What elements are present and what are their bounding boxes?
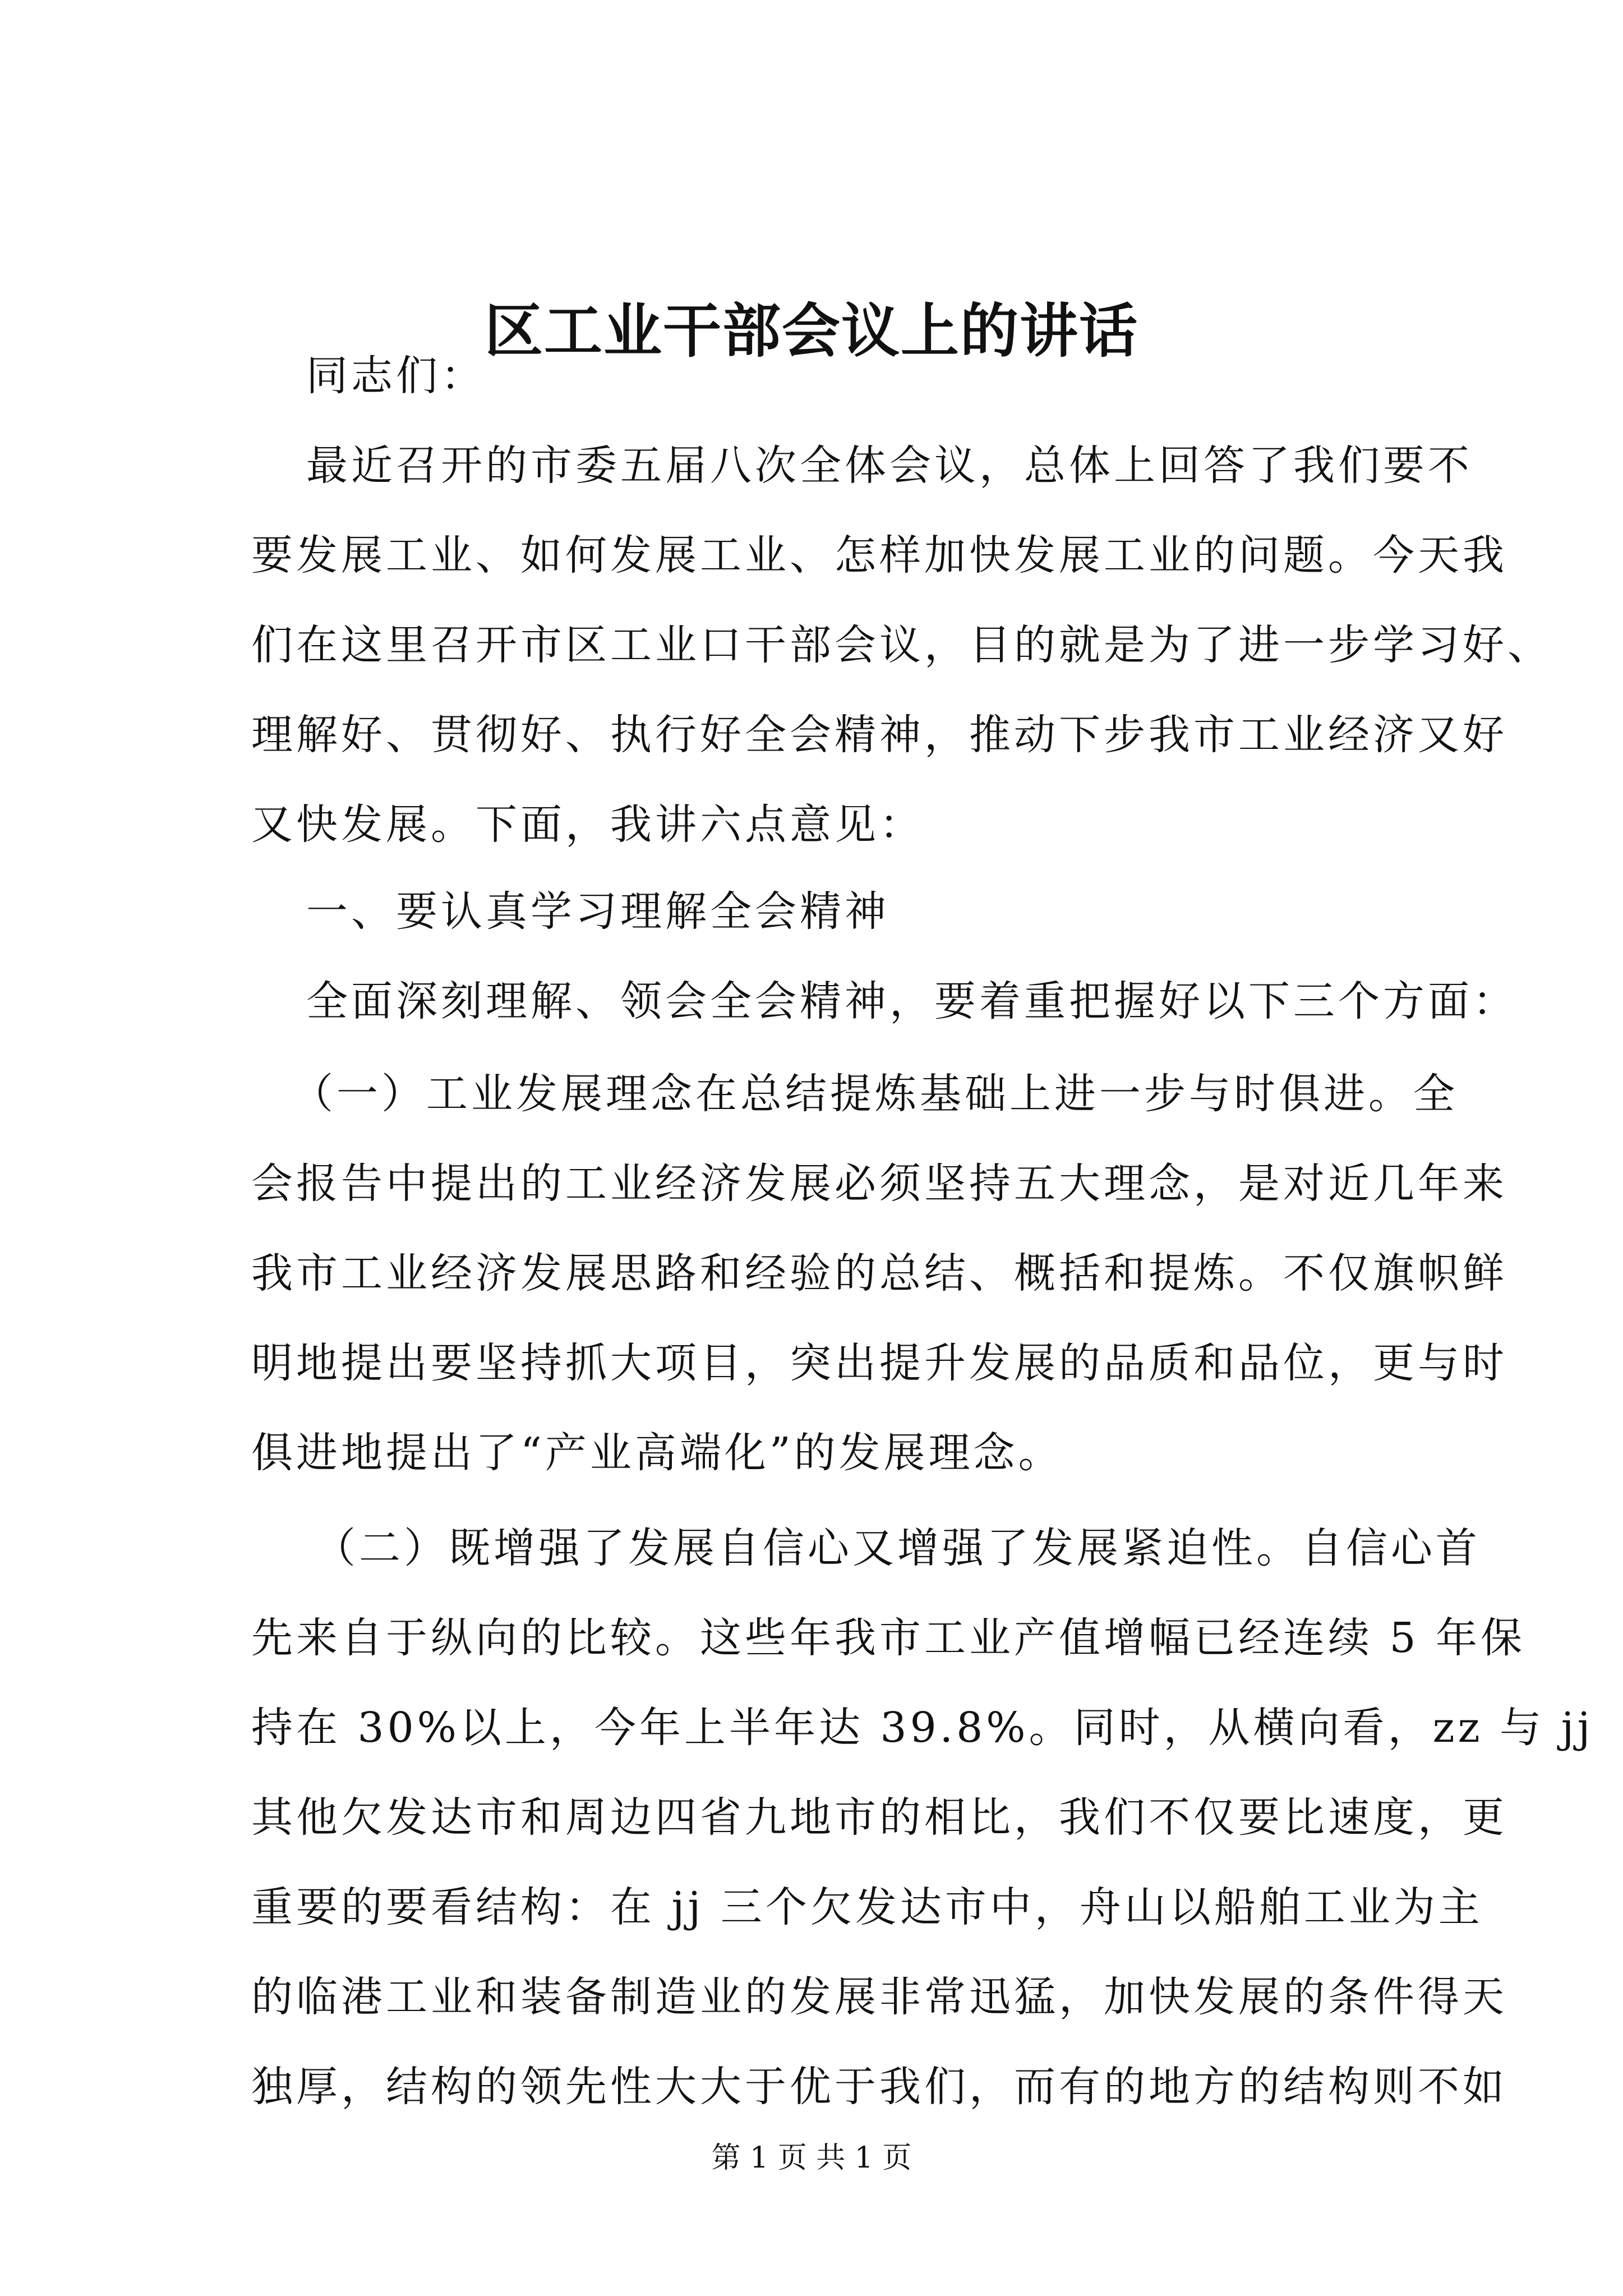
page-footer: 第 1 页 共 1 页 <box>711 2141 912 2175</box>
paragraph-line: 我市工业经济发展思路和经验的总结、概括和提炼。不仅旗帜鲜 <box>251 1249 1507 1297</box>
paragraph-line: （一）工业发展理念在总结提炼基础上进一步与时俱进。全 <box>292 1070 1458 1118</box>
paragraph-line: 其他欠发达市和周边四省九地市的相比，我们不仅要比速度，更 <box>251 1793 1507 1842</box>
paragraph-line: 先来自于纵向的比较。这些年我市工业产值增幅已经连续 5 年保 <box>251 1614 1526 1662</box>
paragraph-line: 持在 30%以上，今年上半年达 39.8%。同时，从横向看，zz 与 jj <box>251 1704 1594 1752</box>
paragraph-line: 要发展工业、如何发展工业、怎样加快发展工业的问题。今天我 <box>251 531 1507 579</box>
paragraph-line: 重要的要看结构：在 jj 三个欠发达市中，舟山以船舶工业为主 <box>251 1883 1483 1931</box>
paragraph-line: 的临港工业和装备制造业的发展非常迅猛，加快发展的条件得天 <box>251 1973 1507 2021</box>
paragraph-line: 独厚，结构的领先性大大于优于我们，而有的地方的结构则不如 <box>251 2063 1507 2111</box>
paragraph-line: 明地提出要坚持抓大项目，突出提升发展的品质和品位，更与时 <box>251 1339 1507 1387</box>
paragraph-line: 会报告中提出的工业经济发展必须坚持五大理念，是对近几年来 <box>251 1159 1507 1208</box>
paragraph-line: 理解好、贯彻好、执行好全会精神，推动下步我市工业经济又好 <box>251 711 1507 759</box>
paragraph-line: 全面深刻理解、领会全会精神，要着重把握好以下三个方面： <box>306 977 1518 1025</box>
document-title: 区工业干部会议上的讲话 <box>484 296 1138 365</box>
paragraph-line: 们在这里召开市区工业口干部会议，目的就是为了进一步学习好、 <box>251 621 1552 669</box>
section-heading: 一、要认真学习理解全会精神 <box>306 887 889 936</box>
salutation: 同志们： <box>306 352 486 400</box>
paragraph-line: 最近召开的市委五届八次全体会议，总体上回答了我们要不 <box>306 441 1473 490</box>
paragraph-line: （二）既增强了发展自信心又增强了发展紧迫性。自信心首 <box>314 1524 1481 1572</box>
paragraph-line: 又快发展。下面，我讲六点意见： <box>251 800 924 849</box>
paragraph-line: 俱进地提出了“产业高端化”的发展理念。 <box>251 1429 1063 1477</box>
